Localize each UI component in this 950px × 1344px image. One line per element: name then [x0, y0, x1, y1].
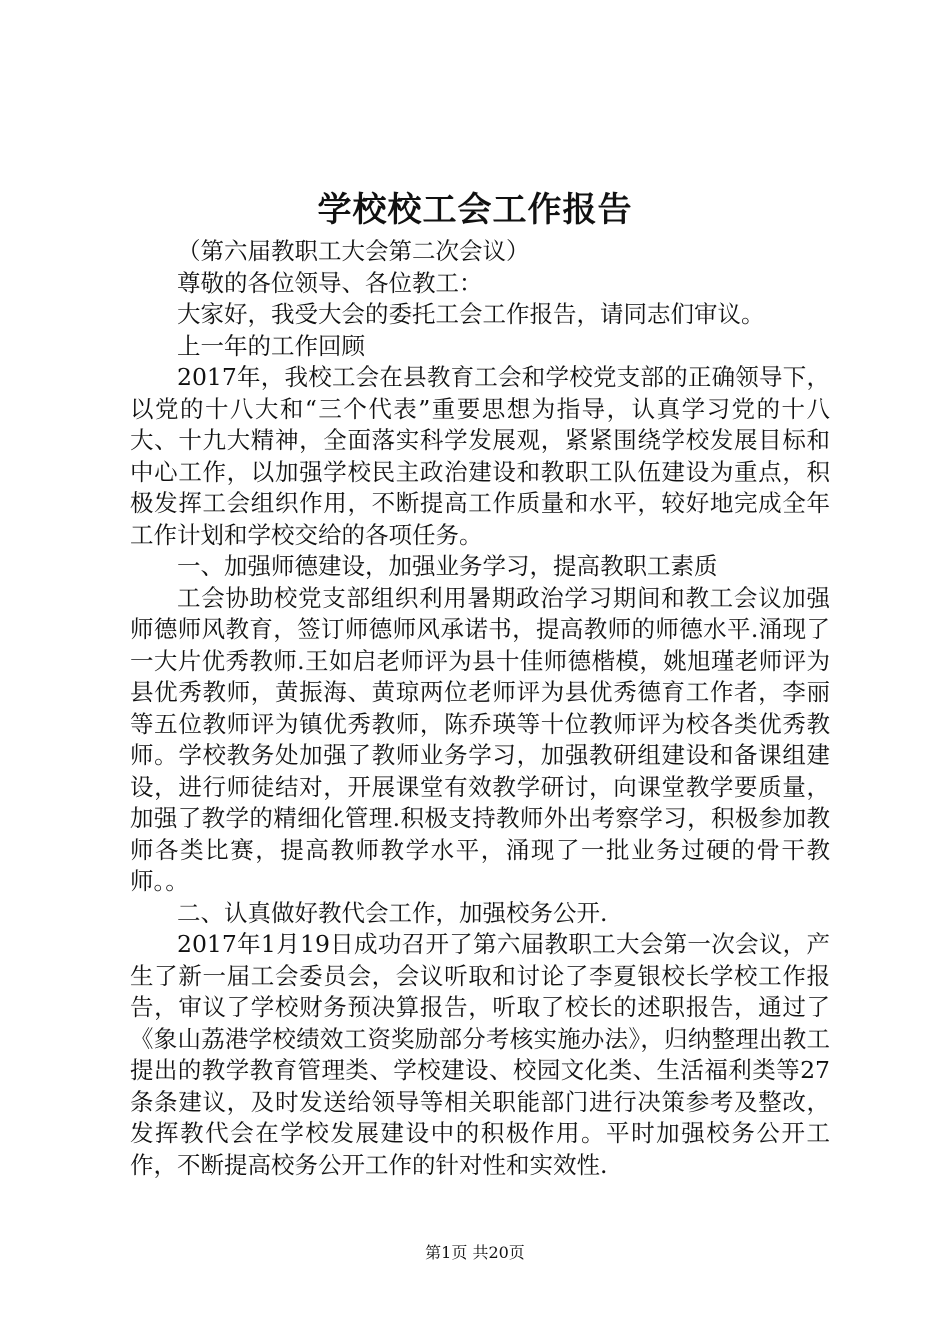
salutation: 尊敬的各位领导、各位教工： [177, 268, 483, 297]
section-heading-two: 二、认真做好教代会工作，加强校务公开. [177, 898, 608, 927]
page-footer: 第1页 共20页 [425, 1243, 525, 1262]
document-title: 学校校工会工作报告 [317, 190, 633, 230]
section-heading-review: 上一年的工作回顾 [177, 331, 365, 360]
section-heading-one: 一、加强师德建设，加强业务学习，提高教职工素质 [177, 552, 718, 580]
opening-paragraph: 大家好，我受大会的委托工会工作报告，请同志们审议。 [177, 300, 765, 328]
body-paragraph: 2017年，我校工会在县教育工会和学校党支部的正确领导下，以党的十八大和“三个代表”重要思想为指导，认真学习党的十八大、十九大精神，全面落实科学发展观，紧紧围绕学校发展目标和中心工作，以加强学校民主政治建设和教职工队伍建设为重点，积极发挥工会组织作用，不断提高工作质量和水平，较好地完成全年工作计划和学校交给的各项任务。 [130, 363, 830, 549]
meeting-subtitle: （第六届教职工大会第二次会议） [177, 237, 530, 265]
document-body [130, 236, 830, 1181]
body-paragraph: 2017年1月19日成功召开了第六届教职工大会第一次会议，产生了新一届工会委员会，会议听取和讨论了李夏银校长学校工作报告，审议了学校财务预决算报告，听取了校长的述职报告，通过了《象山荔港学校绩效工资奖励部分考核实施办法》，归纳整理出教工提出的教学教育管理类、学校建设、校园文化类、生活福利类等27条条建议，及时发送给领导等相关职能部门进行决策参考及整改，发挥教代会在学校发展建设中的积极作用。平时加强校务公开工作，不断提高校务公开工作的针对性和实效性. [130, 930, 830, 1179]
body-paragraph: 工会协助校党支部组织利用暑期政治学习期间和教工会议加强师德师风教育，签订师德师风承诺书，提高教师的师德水平.涌现了一大片优秀教师.王如启老师评为县十佳师德楷模，姚旭瑾老师评为县优秀教师，黄振海、黄琼两位老师评为县优秀德育工作者，李丽等五位教师评为镇优秀教师，陈乔瑛等十位教师评为校各类优秀教师。学校教务处加强了教师业务学习，加强教研组建设和备课组建设，进行师徒结对，开展课堂有效教学研讨，向课堂教学要质量，加强了教学的精细化管理.积极支持教师外出考察学习，积极参加教师各类比赛，提高教师教学水平，涌现了一批业务过硬的骨干教师。。 [130, 583, 830, 895]
